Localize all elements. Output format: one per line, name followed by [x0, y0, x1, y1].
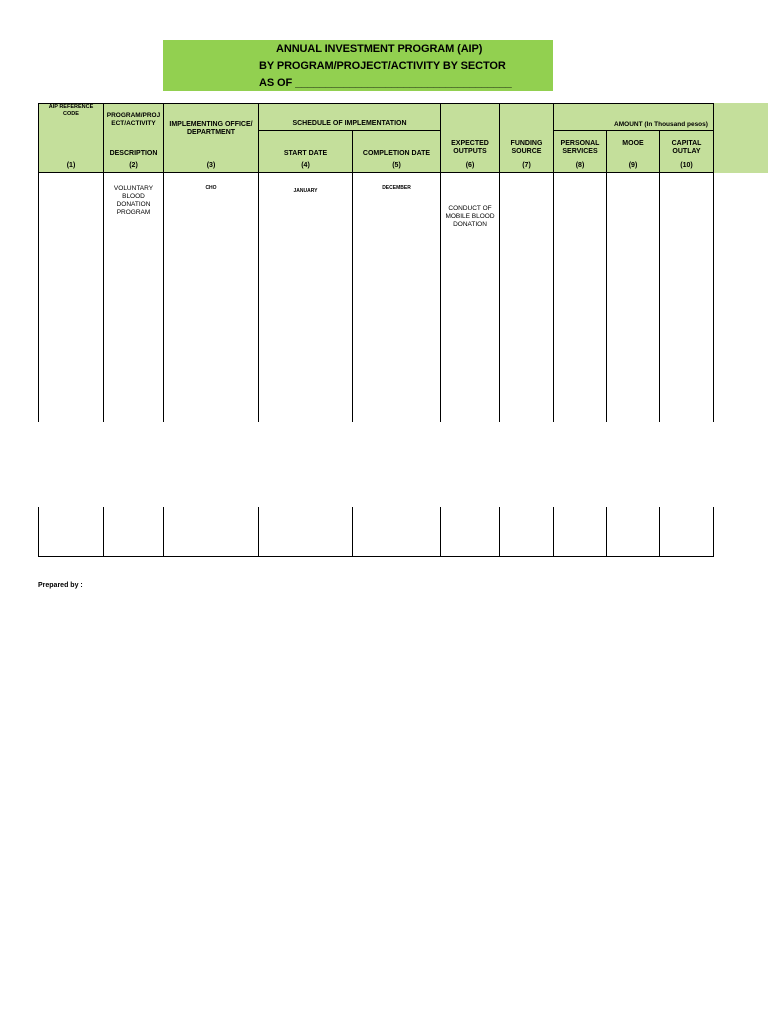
- col1-header: AIP REFERENCE CODE: [48, 104, 94, 117]
- row-start-date: JANUARY: [293, 188, 318, 194]
- col10-number: (10): [680, 162, 693, 169]
- row-office: CHO: [205, 185, 217, 191]
- col3-header: IMPLEMENTING OFFICE/ DEPARTMENT: [169, 121, 253, 136]
- col2-number: (2): [129, 162, 138, 169]
- col10-header: CAPITAL OUTLAY: [671, 140, 702, 155]
- row-expected-outputs: CONDUCT OF MOBILE BLOOD DONATION: [445, 205, 495, 228]
- col5-number: (5): [392, 162, 401, 169]
- col1-number: (1): [66, 162, 76, 169]
- col8-header: PERSONAL SERVICES: [560, 140, 600, 155]
- schedule-header: SCHEDULE OF IMPLEMENTATION: [292, 120, 407, 127]
- row-completion-date: DECEMBER: [382, 185, 411, 191]
- document-subtitle: BY PROGRAM/PROJECT/ACTIVITY BY SECTOR: [259, 60, 506, 72]
- col2-header: PROGRAM/PROJ ECT/ACTIVITY: [106, 112, 161, 127]
- title-banner: [163, 40, 553, 91]
- document-title: ANNUAL INVESTMENT PROGRAM (AIP): [276, 43, 483, 55]
- header-overflow: [713, 103, 768, 173]
- col3-number: (3): [206, 162, 216, 169]
- col6-header: EXPECTED OUTPUTS: [451, 140, 489, 155]
- col6-number: (6): [465, 162, 475, 169]
- as-of-line: AS OF ____________________________________: [259, 77, 512, 89]
- col9-header: MOOE: [622, 140, 644, 147]
- col7-number: (7): [522, 162, 531, 169]
- col8-number: (8): [575, 162, 585, 169]
- col4-header: START DATE: [283, 150, 328, 157]
- col7-header: FUNDING SOURCE: [510, 140, 543, 155]
- amount-header: AMOUNT (In Thousand pesos): [614, 121, 708, 128]
- row-description: VOLUNTARY BLOOD DONATION PROGRAM: [113, 185, 154, 216]
- prepared-by-label: Prepared by :: [38, 582, 83, 589]
- col5-header: COMPLETION DATE: [362, 150, 431, 157]
- col2-description-label: DESCRIPTION: [109, 150, 158, 157]
- col9-number: (9): [628, 162, 638, 169]
- col4-number: (4): [301, 162, 310, 169]
